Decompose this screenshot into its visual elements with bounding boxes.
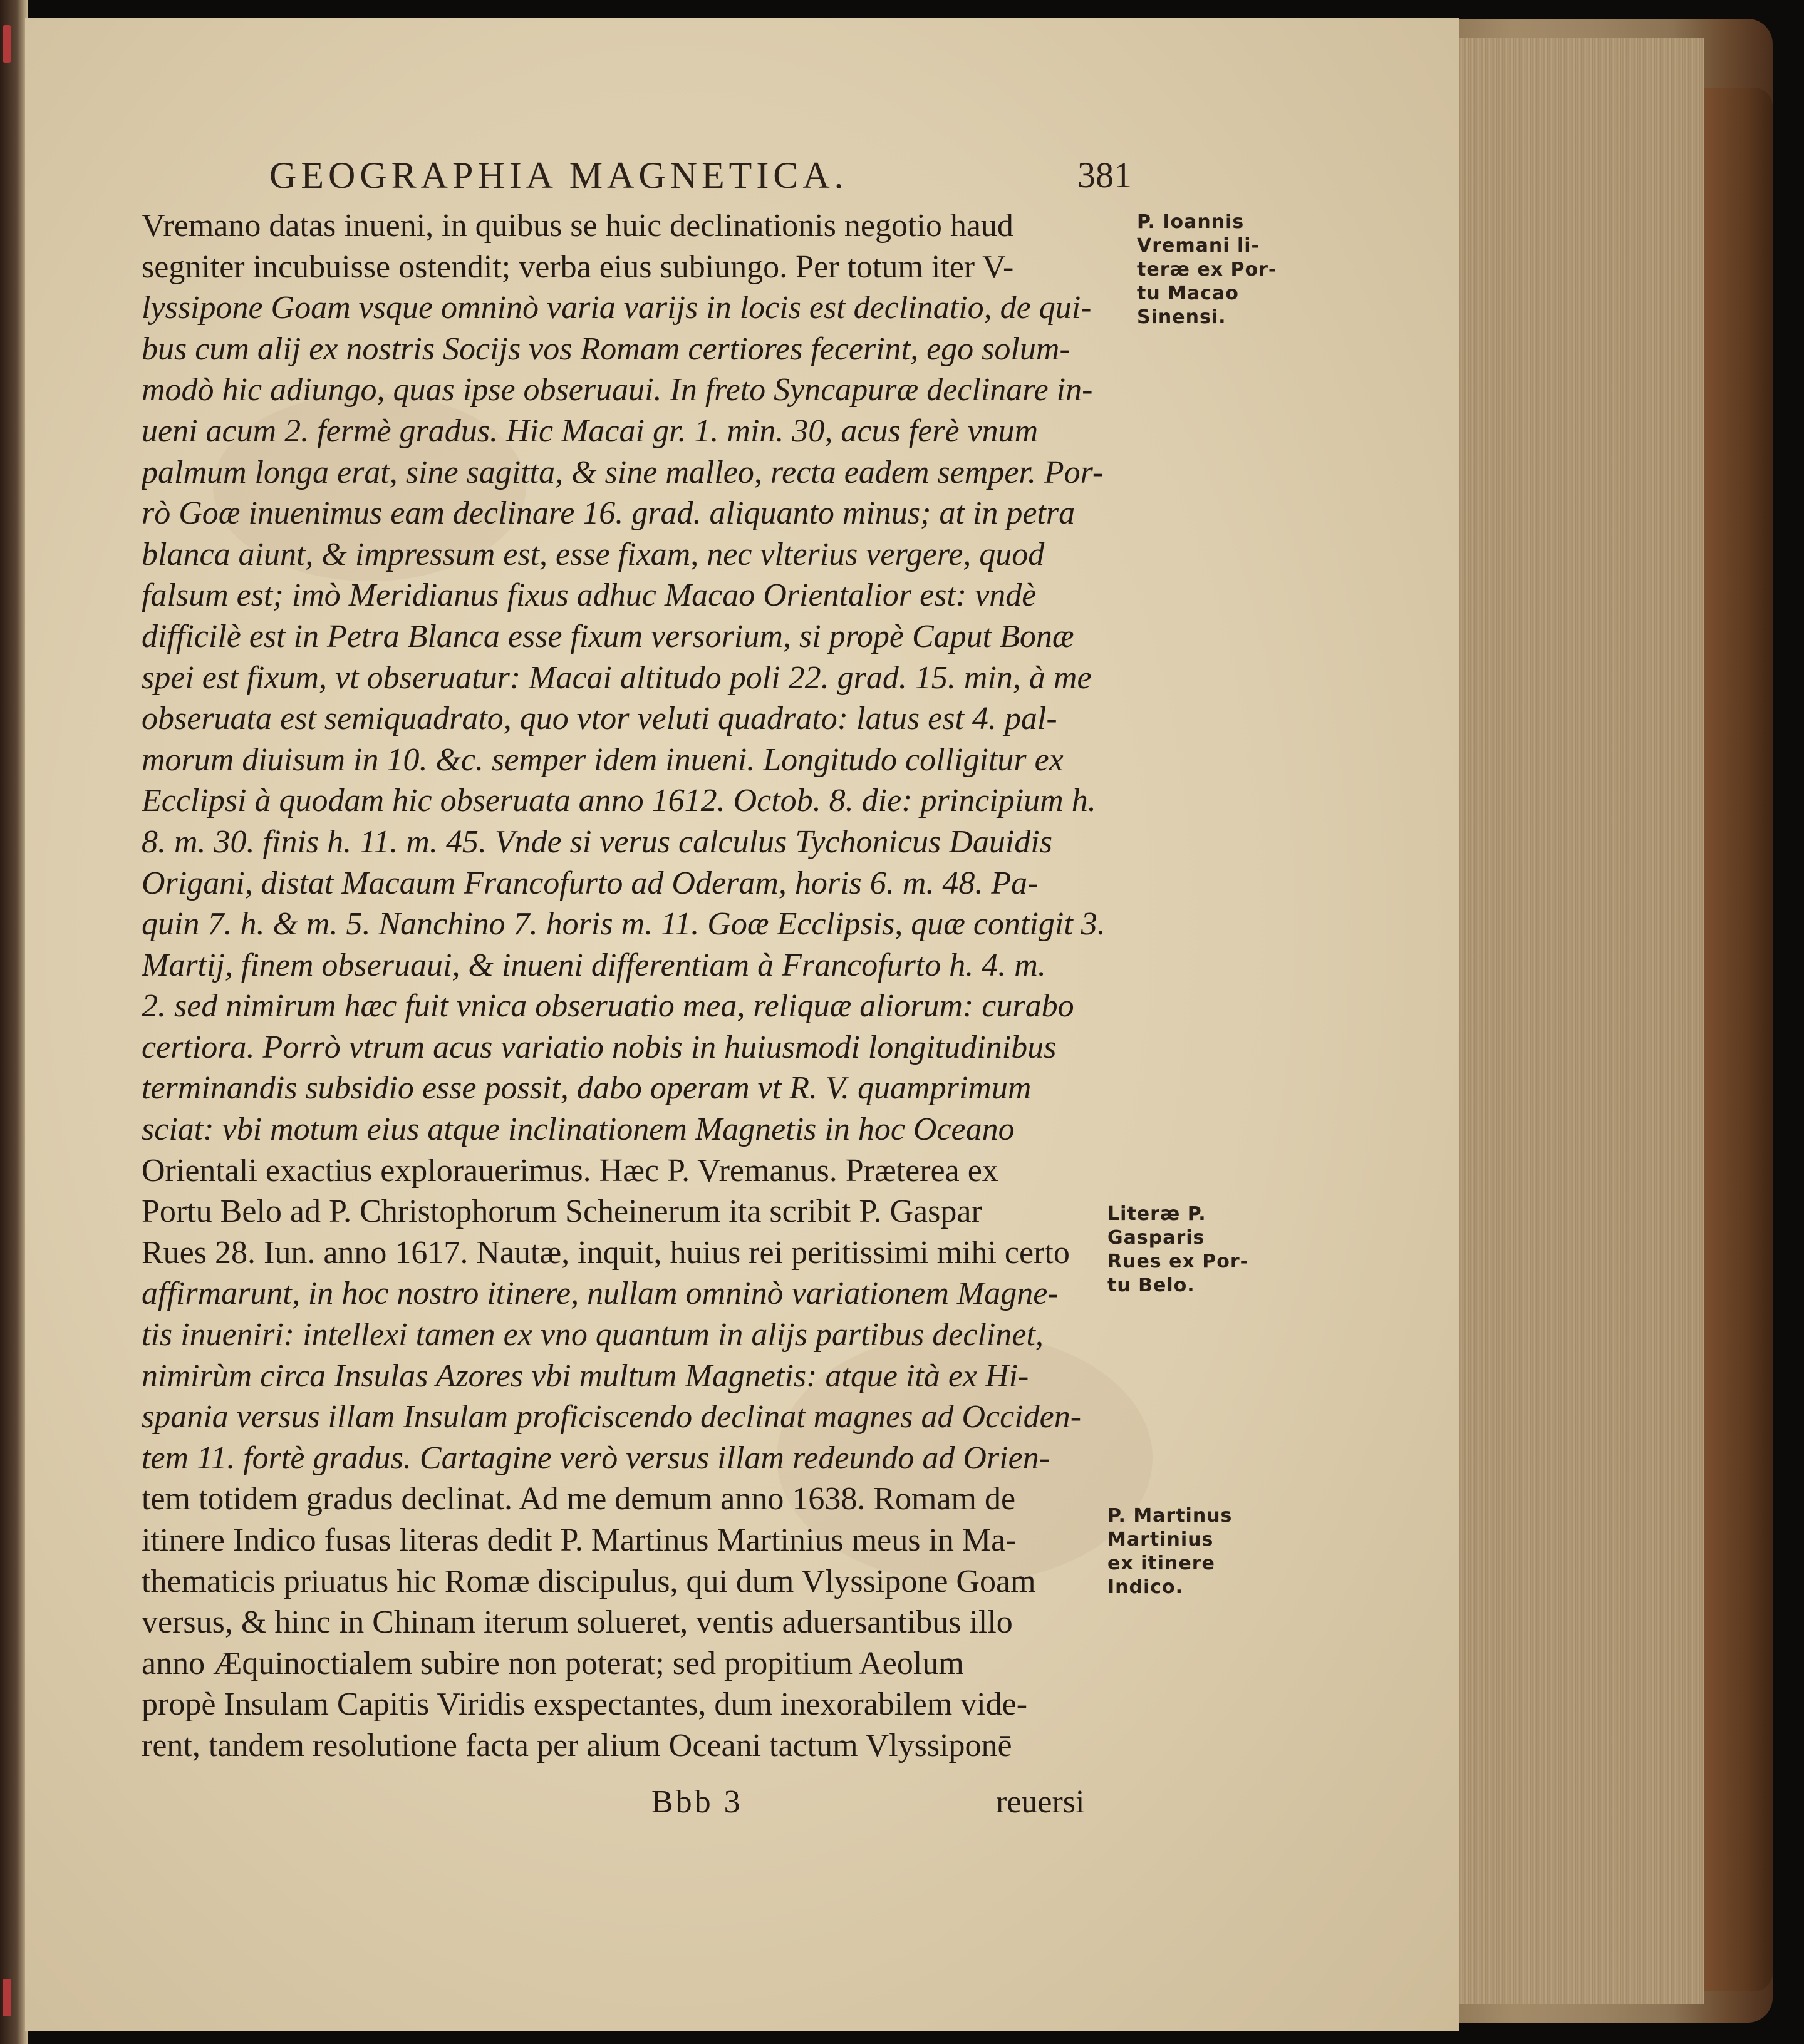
marginal-line: Gasparis <box>1107 1227 1205 1249</box>
marginal-note-vremanus <box>1137 210 1281 329</box>
text-line: falsum est; imò Meridianus fixus adhuc Macao Orientalior est: vndè <box>142 577 1037 614</box>
text-line: 8. m. 30. finis h. 11. m. 45. Vnde si verus calculus Tychonicus Dauidis <box>142 823 1052 860</box>
page-footer <box>651 1783 1128 1827</box>
marginal-line: Indico. <box>1107 1576 1184 1598</box>
marginal-line: Rues ex Por- <box>1107 1251 1249 1272</box>
text-line: sciat: vbi motum eius atque inclinationem Magnetis in hoc Oceano <box>142 1112 1015 1148</box>
text-line: lyssipone Goam vsque omninò varia varijs in locis est declinatio, de qui- <box>142 290 1092 326</box>
text-line: rò Goæ inuenimus eam declinare 16. grad. aliquanto minus; at in petra <box>142 495 1076 532</box>
text-line: Martij, finem obseruaui, & inueni differentiam à Francofurto h. 4. m. <box>142 947 1046 983</box>
marginal-line: ex itinere <box>1107 1552 1215 1574</box>
catchword: reuersi <box>996 1784 1085 1820</box>
text-line: obseruata est semiquadrato, quo vtor veluti quadrato: latus est 4. pal- <box>142 701 1057 737</box>
marginal-line: Vremani li- <box>1137 235 1260 257</box>
marginal-line: tu Macao <box>1137 282 1239 304</box>
text-line: thematicis priuatus hic Romæ discipulus, qui dum Vlyssipone Goam <box>142 1563 1036 1599</box>
text-line: modò hic adiungo, quas ipse obseruaui. In freto Syncapuræ declinare in- <box>142 372 1093 408</box>
book-page <box>25 18 1459 2031</box>
page-stack <box>1441 38 1704 2004</box>
text-line: blanca aiunt, & impressum est, esse fixam, nec vlterius vergere, quod <box>142 536 1045 572</box>
text-line: spei est fixum, vt obseruatur: Macai altitudo poli 22. grad. 15. min, à me <box>142 659 1092 696</box>
text-line: quin 7. h. & m. 5. Nanchino 7. horis m. 11. Goæ Ecclipsis, quæ contigit 3. <box>142 906 1106 942</box>
text-line: palmum longa erat, sine sagitta, & sine malleo, recta eadem semper. Por- <box>142 454 1104 490</box>
page-header <box>269 154 1146 198</box>
marginal-line: teræ ex Por- <box>1137 259 1277 281</box>
text-line: Vremano datas inueni, in quibus se huic declinationis negotio haud <box>142 208 1013 244</box>
marginal-line: tu Belo. <box>1107 1274 1195 1296</box>
text-line: certiora. Porrò vtrum acus variatio nobis in huiusmodi longitudinibus <box>142 1029 1057 1065</box>
text-line: tem 11. fortè gradus. Cartagine verò versus illam redeundo ad Orien- <box>142 1440 1050 1476</box>
text-line: Ecclipsi à quodam hic obseruata anno 1612. Octob. 8. die: principium h. <box>142 783 1096 819</box>
text-line: propè Insulam Capitis Viridis exspectantes, dum inexorabilem vide- <box>142 1686 1028 1723</box>
marginal-line: Martinius <box>1107 1529 1214 1551</box>
book-gutter <box>0 0 28 2044</box>
text-line: difficilè est in Petra Blanca esse fixum versorium, si propè Caput Bonæ <box>142 618 1074 654</box>
text-line: tem totidem gradus declinat. Ad me demum anno 1638. Romam de <box>142 1481 1016 1517</box>
text-line: ueni acum 2. fermè gradus. Hic Macai gr. 1. min. 30, acus ferè vnum <box>142 413 1039 449</box>
text-line: versus, & hinc in Chinam iterum solueret, ventis aduersantibus illo <box>142 1604 1013 1641</box>
text-line: morum diuisum in 10. &c. semper idem inueni. Longitudo colligitur ex <box>142 741 1064 778</box>
marginal-note-martinius <box>1107 1504 1252 1599</box>
text-line: Rues 28. Iun. anno 1617. Nautæ, inquit, huius rei peritissimi mihi certo <box>142 1234 1070 1271</box>
text-line: Origani, distat Macaum Francofurto ad Oderam, horis 6. m. 48. Pa- <box>142 865 1039 901</box>
text-line: bus cum alij ex nostris Socijs vos Romam certiores fecerint, ego solum- <box>142 331 1070 367</box>
marginal-note-rues <box>1107 1202 1252 1298</box>
main-text <box>142 205 1131 1767</box>
text-line: affirmarunt, in hoc nostro itinere, nullam omninò variationem Magne- <box>142 1276 1059 1312</box>
marginal-line: P. Martinus <box>1107 1505 1233 1527</box>
running-head: GEOGRAPHIA MAGNETICA. <box>269 155 848 196</box>
text-line: segniter incubuisse ostendit; verba eius subiungo. Per totum iter V- <box>142 249 1014 285</box>
signature-mark: Bbb 3 <box>651 1784 743 1820</box>
marginal-line: Literæ P. <box>1107 1203 1206 1225</box>
text-line: 2. sed nimirum hæc fuit vnica obseruatio mea, reliquæ aliorum: curabo <box>142 988 1074 1025</box>
text-line: itinere Indico fusas literas dedit P. Martinus Martinius meus in Ma- <box>142 1522 1017 1558</box>
leather-cover <box>1704 88 1773 1991</box>
text-line: anno Æquinoctialem subire non poterat; sed propitium Aeolum <box>142 1645 964 1681</box>
marginal-line: P. Ioannis <box>1137 211 1245 233</box>
text-line: rent, tandem resolutione facta per alium Oceani tactum Vlyssiponē <box>142 1727 1012 1763</box>
text-line: Orientali exactius explorauerimus. Hæc P. Vremanus. Præterea ex <box>142 1152 998 1189</box>
marginal-line: Sinensi. <box>1137 306 1226 328</box>
text-line: spania versus illam Insulam proficiscendo declinat magnes ad Occiden- <box>142 1399 1082 1435</box>
page-number: 381 <box>1077 155 1132 195</box>
text-line: tis inueniri: intellexi tamen ex vno quantum in alijs partibus declinet, <box>142 1317 1044 1353</box>
text-line: terminandis subsidio esse possit, dabo operam vt R. V. quamprimum <box>142 1070 1032 1107</box>
text-line: Portu Belo ad P. Christophorum Scheinerum ita scribit P. Gaspar <box>142 1194 982 1230</box>
text-line: nimirùm circa Insulas Azores vbi multum Magnetis: atque ità ex Hi- <box>142 1358 1029 1394</box>
